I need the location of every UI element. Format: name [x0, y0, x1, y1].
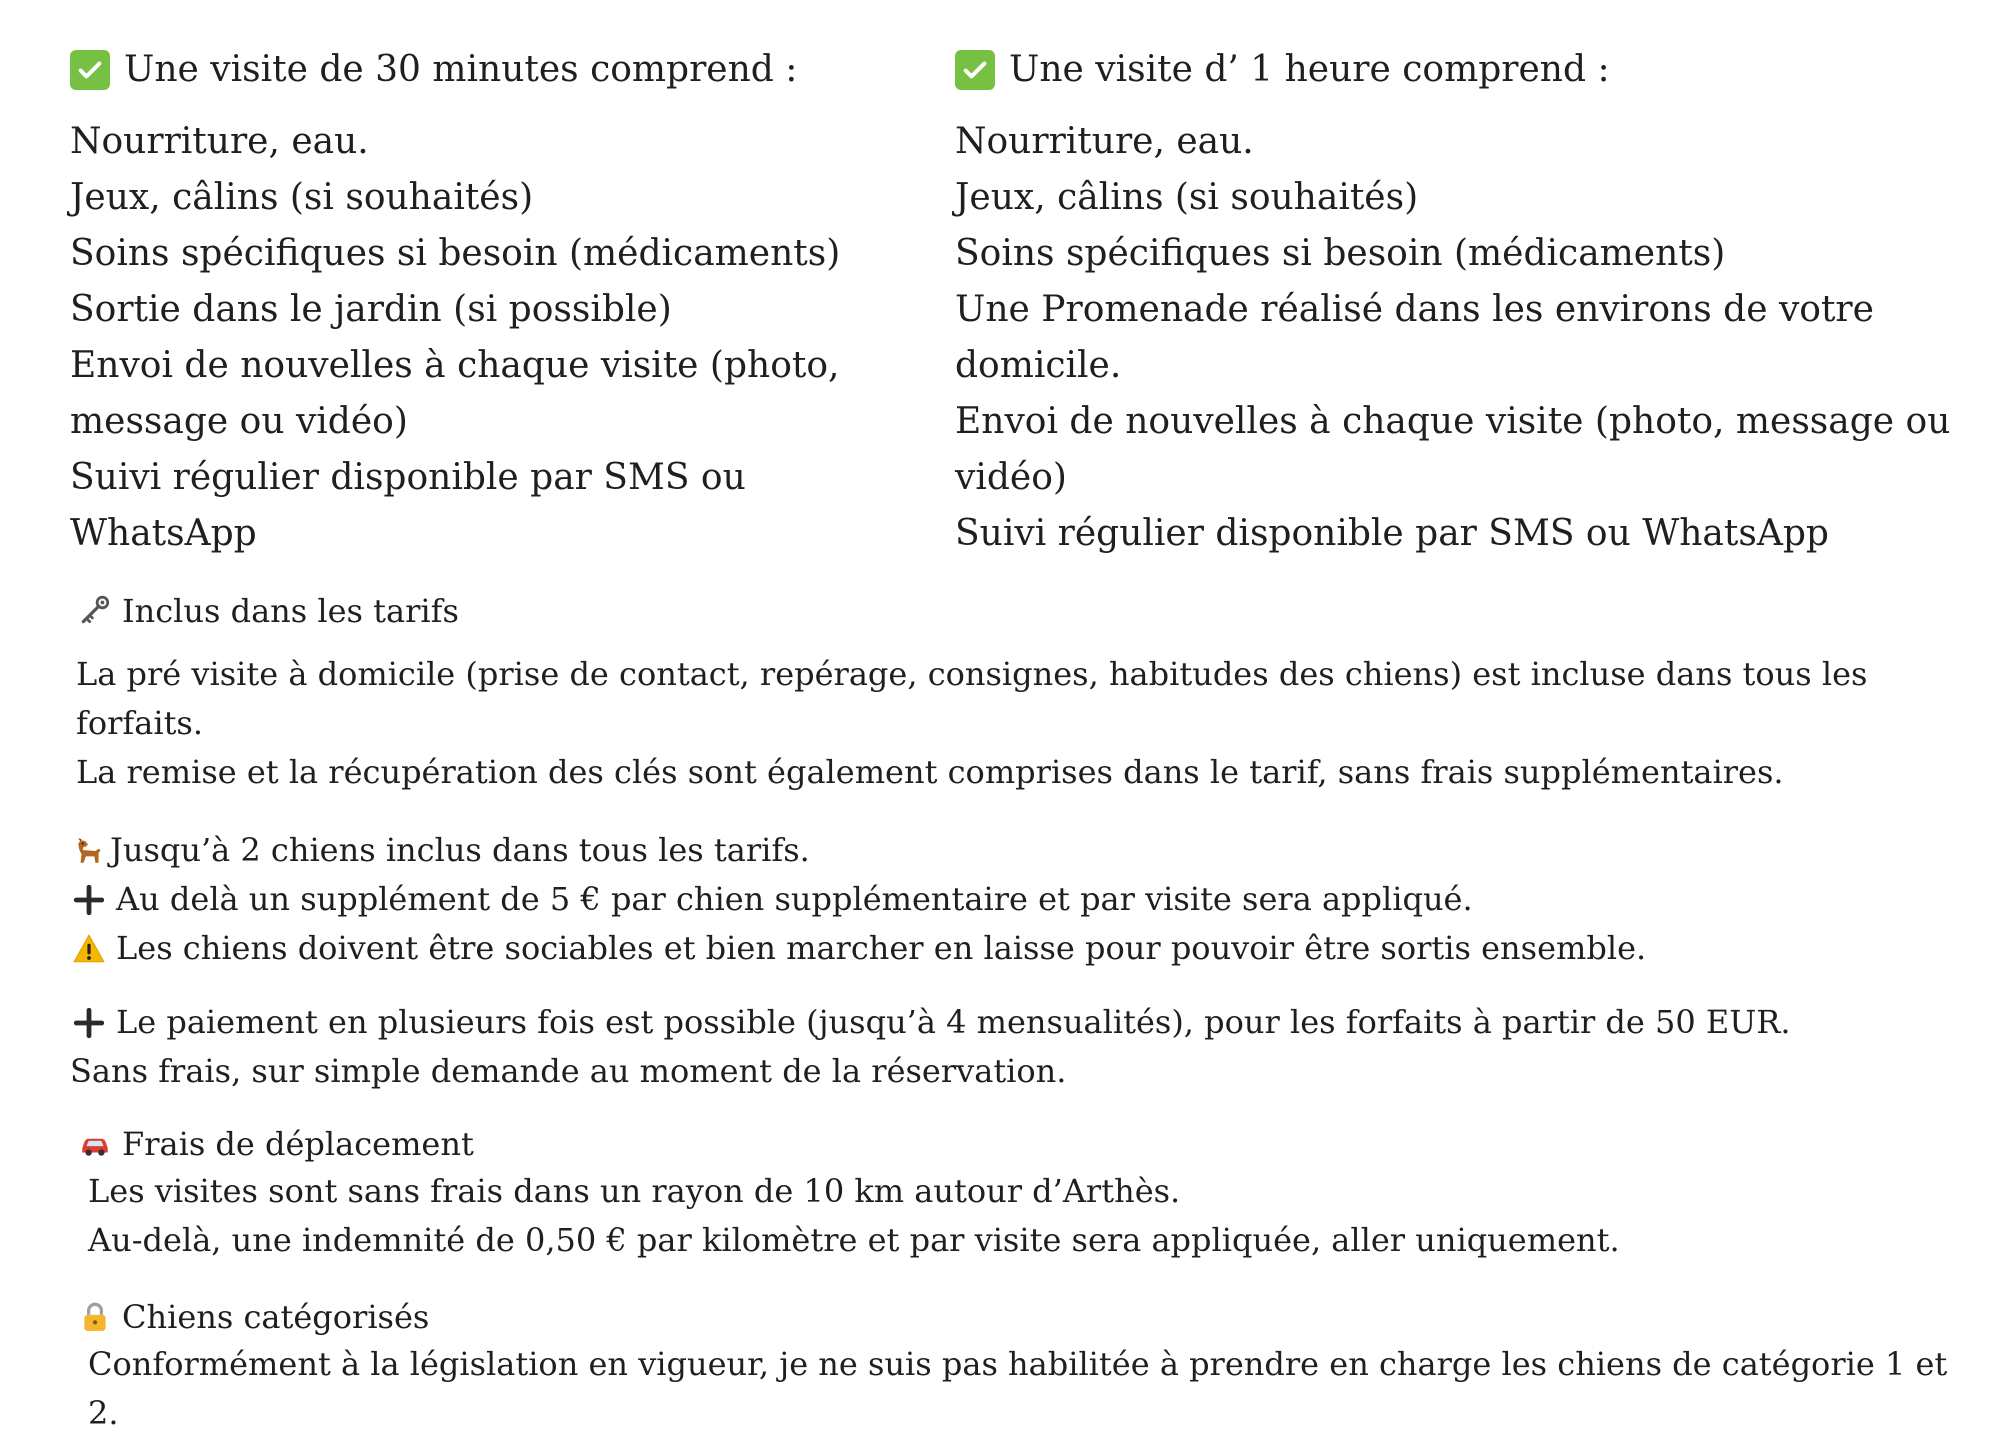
travel-section — [76, 1121, 1956, 1265]
visit-1h-list — [955, 114, 1955, 562]
list-item: Envoi de nouvelles à chaque visite (photo, message ou — [955, 401, 1951, 442]
dogs-included-row — [70, 826, 1950, 875]
included-line: forfaits. — [76, 704, 204, 742]
dogs-included-text: Jusqu’à 2 chiens inclus dans tous les tarifs. — [110, 831, 810, 869]
list-item: Jeux, câlins (si souhaités) — [70, 177, 534, 218]
included-title: Inclus dans les tarifs — [122, 592, 459, 630]
included-text — [76, 650, 1956, 797]
dogs-warning-row — [70, 924, 1950, 973]
key-icon — [76, 592, 114, 630]
list-item: Une Promenade réalisé dans les environs de votre — [955, 289, 1874, 330]
categorized-section — [76, 1294, 1956, 1438]
list-item: domicile. — [955, 345, 1122, 386]
visit-1h-heading — [955, 42, 1955, 98]
payment-text: Le paiement en plusieurs fois est possible (jusqu’à 4 mensualités), pour les forfaits à partir de 50 EUR. — [116, 1003, 1791, 1041]
warning-icon — [70, 930, 108, 968]
plus-icon — [70, 1004, 108, 1042]
dogs-section — [70, 826, 1950, 973]
visit-1h-column — [955, 42, 1955, 562]
list-item: Sortie dans le jardin (si possible) — [70, 289, 672, 330]
list-item: Jeux, câlins (si souhaités) — [955, 177, 1419, 218]
list-item: Suivi régulier disponible par SMS ou WhatsApp — [955, 513, 1829, 554]
included-heading — [76, 588, 1956, 634]
visit-30min-column — [70, 42, 930, 562]
list-item: Nourriture, eau. — [955, 121, 1254, 162]
visit-30min-heading — [70, 42, 930, 98]
check-mark-icon — [70, 50, 110, 90]
list-item: Suivi régulier disponible par SMS ou — [70, 457, 746, 498]
list-item: WhatsApp — [70, 513, 257, 554]
payment-section — [70, 998, 1950, 1096]
travel-title: Frais de déplacement — [122, 1125, 474, 1163]
travel-line: Les visites sont sans frais dans un rayon de 10 km autour d’Arthès. — [88, 1172, 1181, 1210]
travel-heading — [76, 1121, 1956, 1167]
list-item: message ou vidéo) — [70, 401, 408, 442]
included-line: La remise et la récupération des clés sont également comprises dans le tarif, sans frais supplémentaires. — [76, 753, 1784, 791]
visit-1h-title: Une visite d’ 1 heure comprend : — [1009, 49, 1610, 90]
dogs-extra-row — [70, 875, 1950, 924]
dogs-warning-text: Les chiens doivent être sociables et bien marcher en laisse pour pouvoir être sortis ensemble. — [116, 929, 1647, 967]
categorized-heading — [76, 1294, 1956, 1340]
visit-30min-title: Une visite de 30 minutes comprend : — [124, 49, 798, 90]
dogs-extra-text: Au delà un supplément de 5 € par chien supplémentaire et par visite sera appliqué. — [116, 880, 1473, 918]
list-item: Soins spécifiques si besoin (médicaments) — [955, 233, 1726, 274]
dog-icon — [70, 832, 108, 870]
check-mark-icon — [955, 50, 995, 90]
list-item: Soins spécifiques si besoin (médicaments) — [70, 233, 841, 274]
payment-row — [70, 998, 1950, 1047]
included-line: La pré visite à domicile (prise de contact, repérage, consignes, habitudes des chiens) est incluse dans tous les — [76, 655, 1868, 693]
list-item: vidéo) — [955, 457, 1067, 498]
categorized-line: Conformément à la législation en vigueur, je ne suis pas habilitée à prendre en charge les chiens de catégorie 1 et 2. — [88, 1345, 1948, 1432]
list-item: Nourriture, eau. — [70, 121, 369, 162]
car-icon — [76, 1125, 114, 1163]
plus-icon — [70, 881, 108, 919]
travel-line: Au-delà, une indemnité de 0,50 € par kilomètre et par visite sera appliquée, aller uniquement. — [88, 1221, 1620, 1259]
payment-note: Sans frais, sur simple demande au moment de la réservation. — [70, 1052, 1067, 1090]
visit-30min-list — [70, 114, 930, 562]
included-section — [76, 588, 1956, 797]
list-item: Envoi de nouvelles à chaque visite (photo, — [70, 345, 840, 386]
categorized-title: Chiens catégorisés — [122, 1298, 430, 1336]
lock-icon — [76, 1298, 114, 1336]
